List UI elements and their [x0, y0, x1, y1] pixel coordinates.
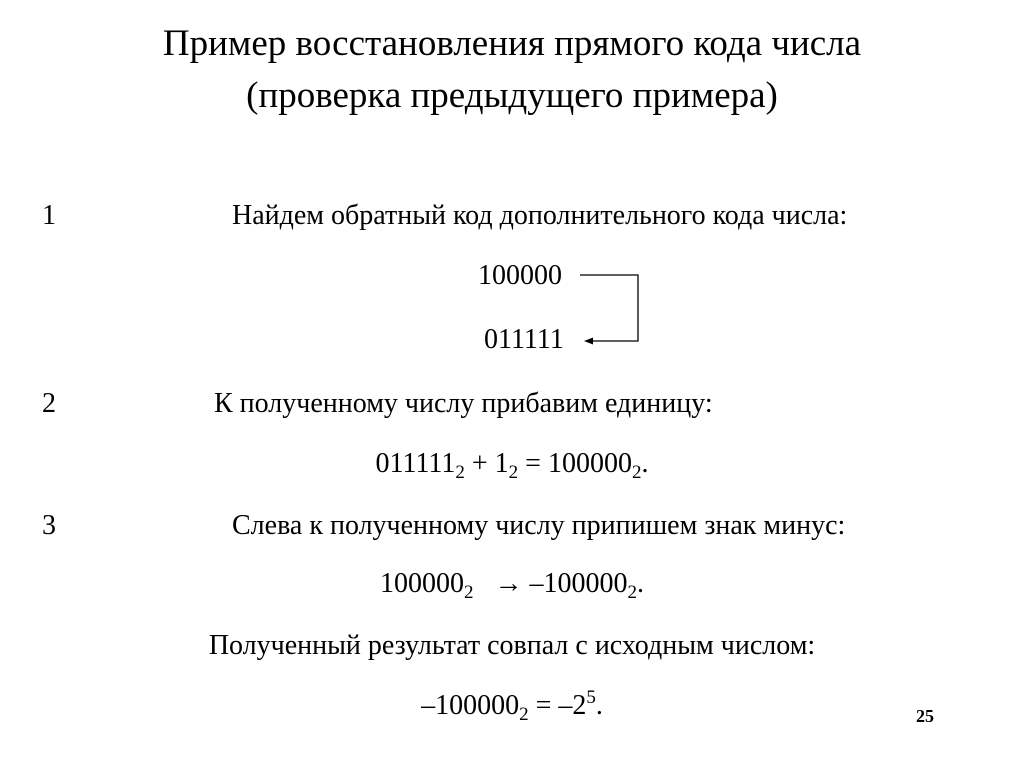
final-equation: $-100000_2 = -2^5$.: [421, 687, 603, 725]
step-1-number: 1: [42, 200, 56, 231]
original-code: 100000: [478, 260, 562, 291]
step-2-number: 2: [42, 388, 56, 419]
step-3-text: Слева к полученному числу припишем знак минус:: [232, 510, 846, 541]
right-arrow-icon: →: [494, 568, 523, 599]
step-1-text: Найдем обратный код дополнительного кода числа:: [232, 200, 848, 231]
page-number: 25: [916, 706, 934, 726]
slide-title-line-1: Пример восстановления прямого кода числа: [162, 23, 862, 64]
step-2-text: К полученному числу прибавим единицу:: [214, 388, 713, 419]
conclusion-text: Полученный результат совпал с исходным числом:: [208, 630, 816, 661]
addition-equation: $011111_2 + 1_2 = 100000_2$.: [375, 448, 649, 483]
negation-expression: $100000_2$ → $-100000_2$.: [380, 568, 644, 603]
inverted-code: 011111: [484, 324, 564, 355]
step-3-number: 3: [42, 510, 56, 541]
slide-title-line-2: (проверка предыдущего примера): [246, 75, 778, 116]
